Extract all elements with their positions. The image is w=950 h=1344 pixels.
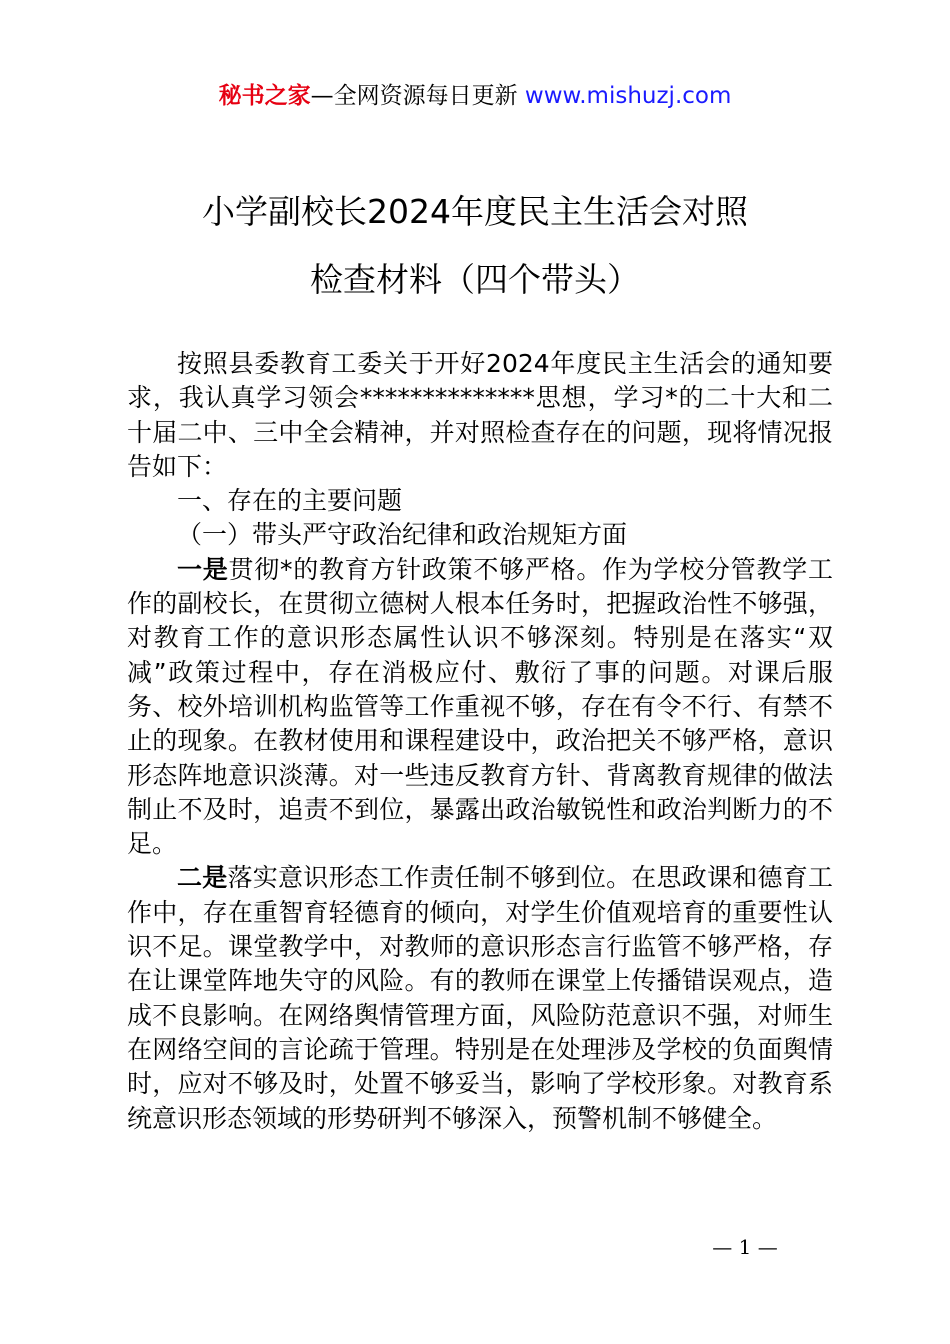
point-2-paragraph xyxy=(127,861,833,1135)
header-tagline: —全网资源每日更新 xyxy=(310,83,525,109)
subsection-heading: （一）带头严守政治纪律和政治规矩方面 xyxy=(177,520,628,550)
point-1-paragraph xyxy=(127,553,833,862)
point-1-text: 贯彻*的教育方针政策不够严格。作为学校分管教学工作的副校长，在贯彻立德树人根本任务时，把握政治性不够强，对教育工作的意识形态属性认识不够深刻。特别是在落实“双减”政策过程中，存在消极应付、敷衍了事的问题。对课后服务、校外培训机构监管等工作重视不够，存在有令不行、有禁不止的现象。在教材使用和课程建设中，政治把关不够严格，意识形态阵地意识淡薄。对一些违反教育方针、背离教育规律的做法制止不及时，追责不到位，暴露出政治敏锐性和政治判断力的不足。 xyxy=(127,554,833,859)
point-2-lead: 二是 xyxy=(177,863,228,893)
point-1-lead: 一是 xyxy=(177,554,229,584)
document-body xyxy=(127,347,833,1136)
page-number: — 1 — xyxy=(712,1235,778,1259)
header-url-link[interactable]: www.mishuzj.com xyxy=(524,83,732,109)
intro-paragraph: 按照县委教育工委关于开好2024年度民主生活会的通知要求，我认真学习领会**************思想，学习*的二十大和二十届二中、三中全会精神，并对照检查存在的问题，现将情况报告如下： xyxy=(127,349,833,481)
document-title-line-1: 小学副校长2024年度民主生活会对照 xyxy=(202,192,748,231)
section-heading: 一、存在的主要问题 xyxy=(177,486,403,516)
document-title-line-2: 检查材料（四个带头） xyxy=(310,260,640,299)
header-brand: 秘书之家 xyxy=(218,83,311,109)
point-2-text: 落实意识形态工作责任制不够到位。在思政课和德育工作中，存在重智育轻德育的倾向，对学生价值观培育的重要性认识不足。课堂教学中，对教师的意识形态言行监管不够严格，存在让课堂阵地失守的风险。有的教师在课堂上传播错误观点，造成不良影响。在网络舆情管理方面，风险防范意识不强，对师生在网络空间的言论疏于管理。特别是在处理涉及学校的负面舆情时，应对不够及时，处置不够妥当，影响了学校形象。对教育系统意识形态领域的形势研判不够深入，预警机制不够健全。 xyxy=(127,863,833,1133)
site-header xyxy=(0,80,950,112)
